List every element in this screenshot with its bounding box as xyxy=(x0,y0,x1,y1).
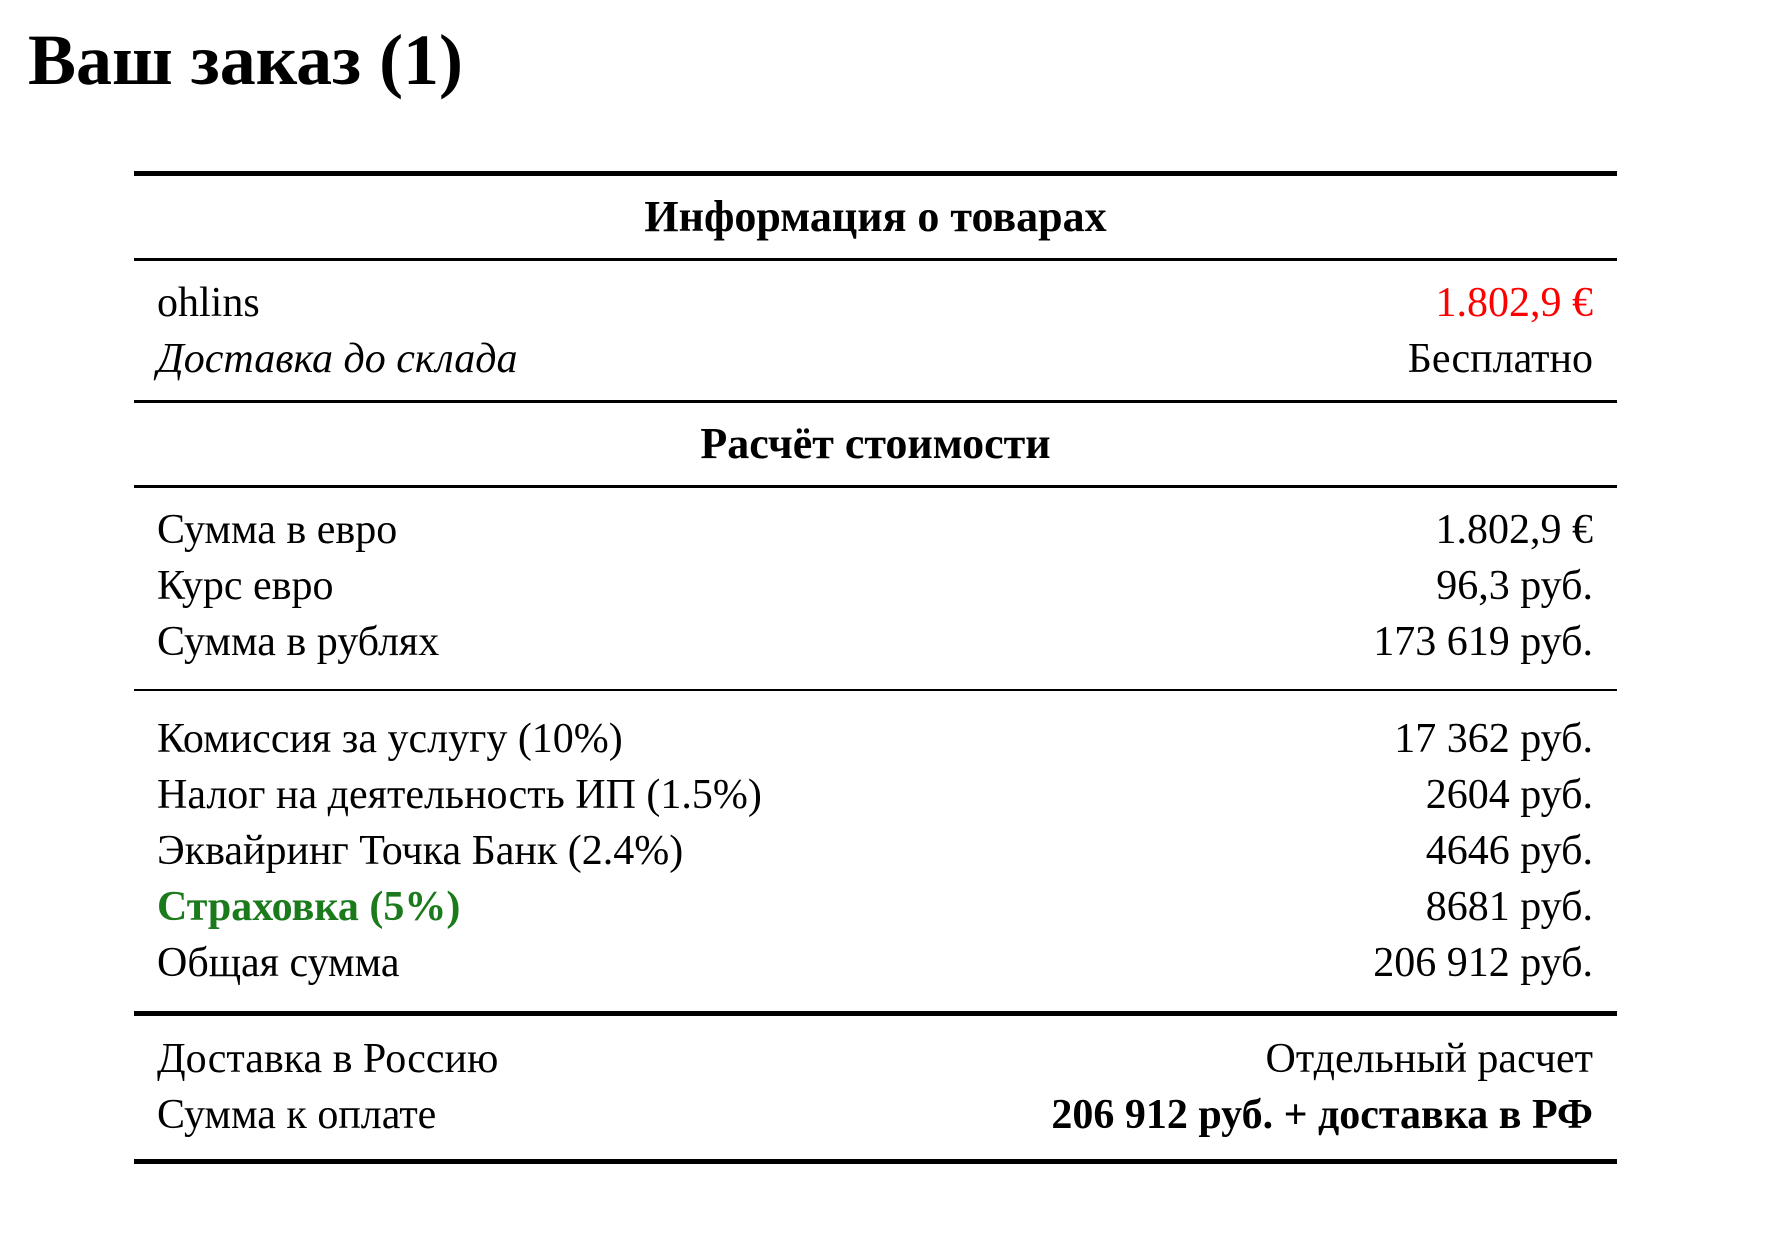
row-insurance xyxy=(134,879,1617,935)
row-amount-due xyxy=(134,1087,1617,1143)
service-fee-label: Комиссия за услугу (10%) xyxy=(157,716,623,762)
sum-eur-value: 1.802,9 € xyxy=(1435,507,1593,553)
row-sum-rub xyxy=(134,614,1617,670)
row-sum-eur xyxy=(134,502,1617,558)
amount-due-label: Сумма к оплате xyxy=(157,1092,437,1138)
acquiring-label: Эквайринг Точка Банк (2.4%) xyxy=(157,828,684,874)
amount-due-value: 206 912 руб. + доставка в РФ xyxy=(1051,1092,1593,1138)
total-value: 206 912 руб. xyxy=(1373,940,1593,986)
delivery-russia-value: Отдельный расчет xyxy=(1265,1036,1593,1082)
insurance-label: Страховка (5%) xyxy=(157,884,461,930)
sum-rub-value: 173 619 руб. xyxy=(1373,619,1593,665)
tax-value: 2604 руб. xyxy=(1425,772,1593,818)
section-header-calc: Расчёт стоимости xyxy=(700,419,1051,468)
page-title: Ваш заказ (1) xyxy=(28,20,464,100)
row-total xyxy=(134,935,1617,991)
eur-rate-value: 96,3 руб. xyxy=(1436,563,1593,609)
row-tax xyxy=(134,767,1617,823)
table-bottom-rule xyxy=(134,1159,1617,1164)
acquiring-value: 4646 руб. xyxy=(1425,828,1593,874)
total-label: Общая сумма xyxy=(157,940,400,986)
delivery-russia-label: Доставка в Россию xyxy=(157,1036,499,1082)
section-header-items: Информация о товарах xyxy=(644,192,1107,241)
sum-eur-label: Сумма в евро xyxy=(157,507,398,553)
product-price-value: 1.802,9 € xyxy=(1435,280,1593,326)
eur-rate-label: Курс евро xyxy=(157,563,334,609)
product-name-label: ohlins xyxy=(157,280,260,326)
order-table xyxy=(134,171,1617,1164)
row-acquiring xyxy=(134,823,1617,879)
section-totals xyxy=(134,1016,1617,1159)
sum-rub-label: Сумма в рублях xyxy=(157,619,440,665)
service-fee-value: 17 362 руб. xyxy=(1394,716,1593,762)
tax-label: Налог на деятельность ИП (1.5%) xyxy=(157,772,762,818)
row-delivery-russia xyxy=(134,1031,1617,1087)
warehouse-delivery-value: Бесплатно xyxy=(1407,336,1593,382)
section-items xyxy=(134,261,1617,400)
row-product-name xyxy=(134,275,1617,331)
section-fees xyxy=(134,691,1617,1011)
row-service-fee xyxy=(134,711,1617,767)
row-eur-rate xyxy=(134,558,1617,614)
warehouse-delivery-label: Доставка до склада xyxy=(157,336,518,382)
insurance-value: 8681 руб. xyxy=(1425,884,1593,930)
section-calc xyxy=(134,488,1617,689)
row-warehouse-delivery xyxy=(134,331,1617,387)
